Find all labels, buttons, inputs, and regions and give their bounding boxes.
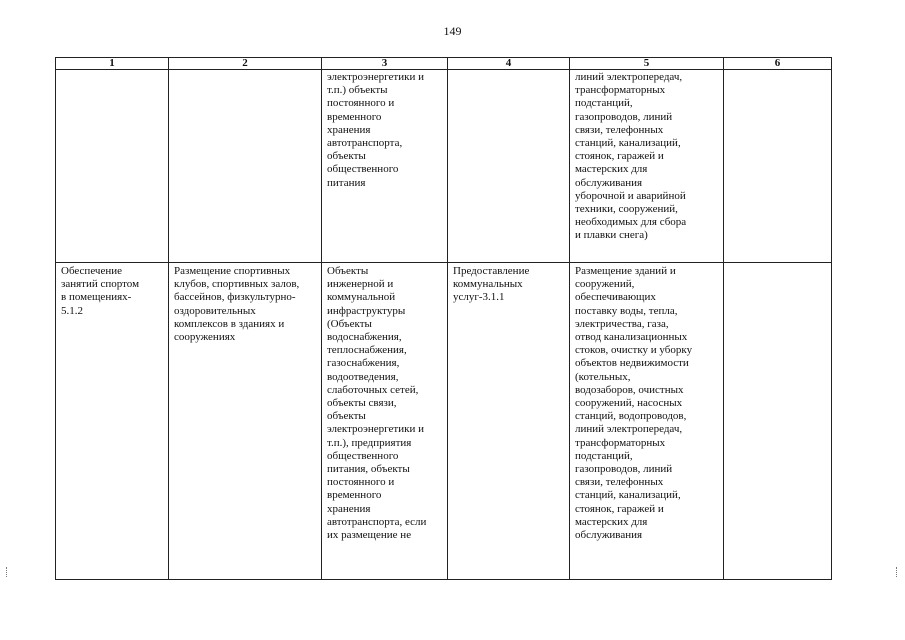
column-header-6: 6	[724, 58, 832, 70]
table-cell	[169, 70, 322, 263]
cell-text: Размещение спортивных клубов, спортивных залов, бассейнов, физкультурно- оздоровительных комплексов в зданиях и сооружениях	[174, 265, 300, 344]
column-header-1: 1	[56, 58, 169, 70]
cell-text: Предоставление коммунальных услуг-3.1.1	[453, 265, 530, 304]
table-cell	[570, 263, 724, 580]
table-cell	[448, 263, 570, 580]
scan-edge-mark	[6, 567, 9, 577]
table-cell	[56, 70, 169, 263]
table-cell	[56, 263, 169, 580]
cell-text: электроэнергетики и т.п.) объекты постоянного и временного хранения автотранспорта, объекты общественного питания	[327, 71, 424, 189]
cell-text: линий электропередач, трансформаторных подстанций, газопроводов, линий связи, телефонных станций, канализаций, стоянок, гаражей и мастерских для обслуживания уборочной и аварийной техники, сооружений, необходимых для сбора и плавки снега)	[575, 71, 687, 242]
cell-text: Обеспечение занятий спортом в помещениях- 5.1.2	[61, 265, 140, 317]
table-cell	[448, 70, 570, 263]
land-use-table	[55, 57, 832, 580]
scan-edge-mark	[896, 567, 899, 577]
table-row	[56, 263, 832, 580]
table-cell	[570, 70, 724, 263]
column-header-3: 3	[322, 58, 448, 70]
table-cell	[322, 263, 448, 580]
header-row	[56, 58, 832, 70]
column-header-4: 4	[448, 58, 570, 70]
cell-text: Размещение зданий и сооружений, обеспечивающих поставку воды, тепла, электричества, газа, отвод канализационных стоков, очистку и уборку объектов недвижимости (котельных, водозаборов, очистных сооружений, насосных станций, водопроводов, линий электропередач, трансформаторных подстанций, газопроводов, линий связи, телефонных станций, канализаций, стоянок, гаражей и мастерских для обслуживания	[575, 265, 693, 542]
table-row	[56, 70, 832, 263]
table-cell	[322, 70, 448, 263]
cell-text: Объекты инженерной и коммунальной инфраструктуры (Объекты водоснабжения, теплоснабжения, газоснабжения, водоотведения, слаботочных сетей, объекты связи, объекты электроэнергетики и т.п.), предприятия общественного питания, объекты постоянного и временного хранения автотранспорта, если их размещение не	[327, 265, 427, 542]
table-cell	[724, 70, 832, 263]
column-header-5: 5	[570, 58, 724, 70]
page-number: 149	[443, 24, 462, 38]
table-cell	[169, 263, 322, 580]
column-header-2: 2	[169, 58, 322, 70]
table-cell	[724, 263, 832, 580]
